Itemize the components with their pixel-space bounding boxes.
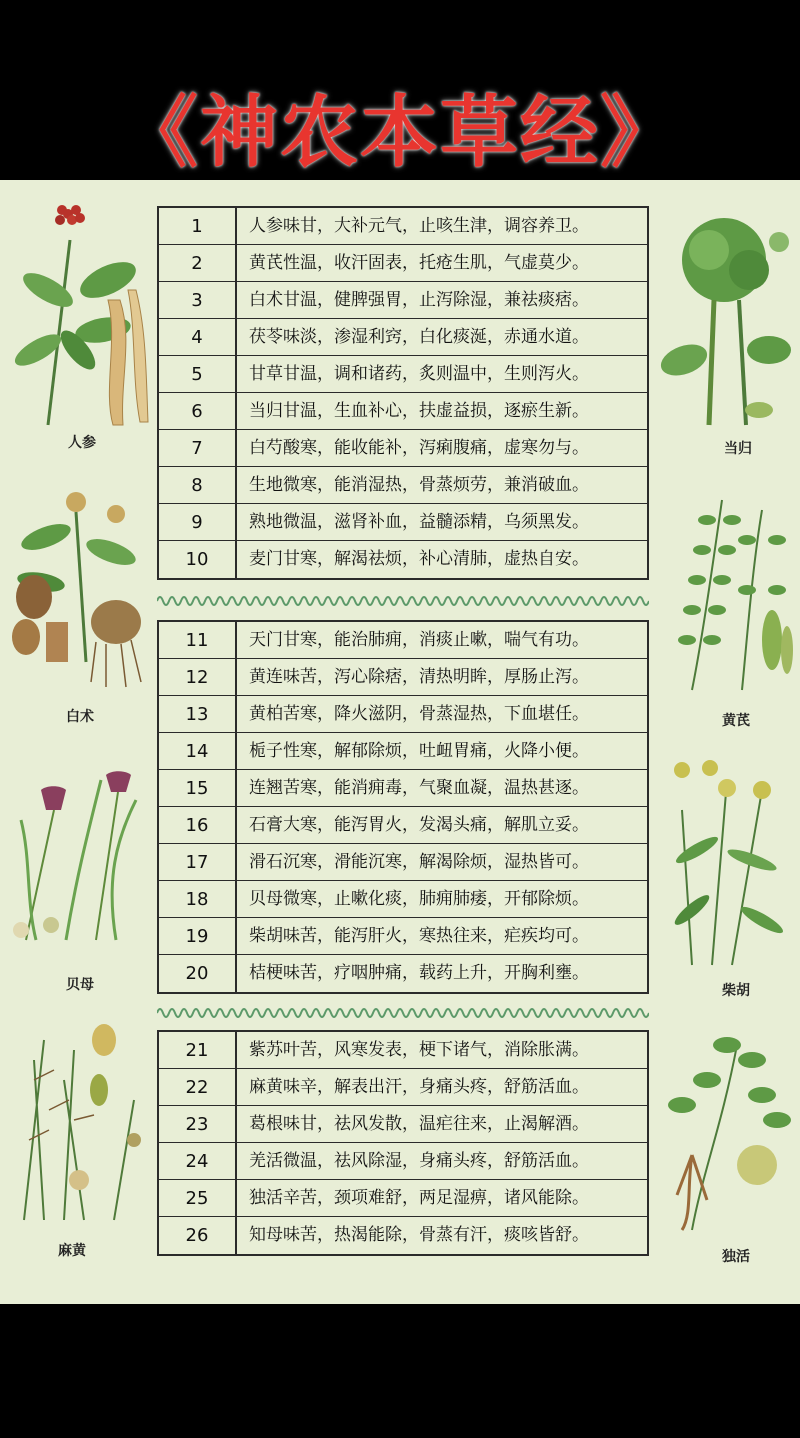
row-number: 23 — [159, 1106, 237, 1142]
verse-text: 滑石沉寒，滑能沉寒，解渴除烦，湿热皆可。 — [249, 852, 589, 872]
danggui-illustration-icon — [654, 210, 800, 430]
table-row — [159, 659, 647, 696]
verse-text: 柴胡味苦，能泻肝火，寒热往来，疟疾均可。 — [249, 926, 589, 946]
row-number: 15 — [159, 770, 237, 806]
table-row — [159, 467, 647, 504]
table-row — [159, 955, 647, 992]
beimu-illustration-icon — [6, 760, 154, 950]
verse-text: 贝母微寒，止嗽化痰，肺痈肺痿，开郁除烦。 — [249, 889, 589, 909]
ornament-divider-1 — [157, 590, 649, 612]
table-row — [159, 1217, 647, 1254]
row-number: 9 — [159, 504, 237, 540]
verse-text: 白芍酸寒，能收能补，泻痢腹痛，虚寒勿与。 — [249, 438, 589, 458]
plant-label-duhuo: 独活 — [722, 1249, 750, 1265]
table-row — [159, 1032, 647, 1069]
row-number: 7 — [159, 430, 237, 466]
row-number: 6 — [159, 393, 237, 429]
row-number: 25 — [159, 1180, 237, 1216]
verse-text: 连翘苦寒，能消痈毒，气聚血凝，温热甚逐。 — [249, 778, 589, 798]
verse-text: 生地微寒，能消湿热，骨蒸烦劳，兼消破血。 — [249, 475, 589, 495]
row-number: 14 — [159, 733, 237, 769]
verse-text: 葛根味甘，祛风发散，温疟往来，止渴解酒。 — [249, 1114, 589, 1134]
baizhu-illustration-icon — [6, 482, 154, 692]
content-panel — [0, 180, 800, 1304]
verse-text: 石膏大寒，能泻胃火，发渴头痛，解肌立妥。 — [249, 815, 589, 835]
table-row — [159, 319, 647, 356]
verse-text: 羌活微温，祛风除湿，身痛头疼，舒筋活血。 — [249, 1151, 589, 1171]
duhuo-illustration-icon — [652, 1025, 800, 1235]
verse-text: 白术甘温，健脾强胃，止泻除湿，兼祛痰痞。 — [249, 290, 589, 310]
ornament-divider-2 — [157, 1002, 649, 1024]
table-row — [159, 1069, 647, 1106]
plant-label-renshen: 人参 — [68, 435, 96, 451]
plant-label-danggui: 当归 — [724, 441, 752, 457]
verse-text: 熟地微温，滋肾补血，益髓添精，乌须黑发。 — [249, 512, 589, 532]
plant-label-chaihu: 柴胡 — [722, 983, 750, 999]
row-number: 3 — [159, 282, 237, 318]
row-number: 8 — [159, 467, 237, 503]
row-number: 2 — [159, 245, 237, 281]
table-row — [159, 770, 647, 807]
row-number: 1 — [159, 208, 237, 244]
mahuang-illustration-icon — [4, 1020, 152, 1230]
row-number: 5 — [159, 356, 237, 392]
table-row — [159, 1180, 647, 1217]
row-number: 20 — [159, 955, 237, 992]
row-number: 10 — [159, 541, 237, 578]
row-number: 16 — [159, 807, 237, 843]
table-row — [159, 245, 647, 282]
page-title: 《神农本草经》 — [119, 88, 680, 178]
table-row — [159, 1106, 647, 1143]
row-number: 24 — [159, 1143, 237, 1179]
row-number: 18 — [159, 881, 237, 917]
verse-text: 人参味甘，大补元气，止咳生津，调容养卫。 — [249, 216, 589, 236]
verse-text: 当归甘温，生血补心，扶虚益损，逐瘀生新。 — [249, 401, 589, 421]
table-row — [159, 208, 647, 245]
verse-text: 知母味苦，热渴能除，骨蒸有汗，痰咳皆舒。 — [249, 1225, 589, 1245]
table-row — [159, 1143, 647, 1180]
verse-text: 天门甘寒，能治肺痈，消痰止嗽，喘气有功。 — [249, 630, 589, 650]
row-number: 4 — [159, 319, 237, 355]
verse-text: 茯苓味淡，渗湿利窍，白化痰涎，赤通水道。 — [249, 327, 589, 347]
verse-text: 栀子性寒，解郁除烦，吐衄胃痛，火降小便。 — [249, 741, 589, 761]
plant-label-beimu: 贝母 — [66, 977, 94, 993]
herb-table-1 — [157, 206, 649, 580]
chaihu-illustration-icon — [652, 760, 800, 970]
verse-text: 桔梗味苦，疗咽肿痛，载药上升，开胸利壅。 — [249, 963, 589, 983]
verse-text: 麻黄味辛，解表出汗，身痛头疼，舒筋活血。 — [249, 1077, 589, 1097]
plant-label-baizhu: 白术 — [66, 709, 94, 725]
table-row — [159, 541, 647, 578]
row-number: 26 — [159, 1217, 237, 1254]
row-number: 21 — [159, 1032, 237, 1068]
verse-text: 麦门甘寒，解渴祛烦，补心清肺，虚热自安。 — [249, 549, 589, 569]
verse-text: 黄芪性温，收汗固表，托疮生肌，气虚莫少。 — [249, 253, 589, 273]
verse-text: 甘草甘温，调和诸药，炙则温中，生则泻火。 — [249, 364, 589, 384]
table-row — [159, 356, 647, 393]
plant-label-mahuang: 麻黄 — [58, 1243, 86, 1259]
table-row — [159, 844, 647, 881]
table-row — [159, 622, 647, 659]
table-row — [159, 733, 647, 770]
herb-table-3 — [157, 1030, 649, 1256]
verse-text: 紫苏叶苦，风寒发表，梗下诸气，消除胀满。 — [249, 1040, 589, 1060]
row-number: 17 — [159, 844, 237, 880]
plant-label-huangqi: 黄芪 — [722, 713, 750, 729]
herb-table-2 — [157, 620, 649, 994]
table-row — [159, 918, 647, 955]
table-row — [159, 393, 647, 430]
verse-text: 黄连味苦，泻心除痞，清热明眸，厚肠止泻。 — [249, 667, 589, 687]
huangqi-illustration-icon — [652, 490, 800, 700]
row-number: 11 — [159, 622, 237, 658]
row-number: 19 — [159, 918, 237, 954]
row-number: 22 — [159, 1069, 237, 1105]
table-row — [159, 807, 647, 844]
table-row — [159, 881, 647, 918]
verse-text: 黄柏苦寒，降火滋阴，骨蒸湿热，下血堪任。 — [249, 704, 589, 724]
table-row — [159, 504, 647, 541]
row-number: 13 — [159, 696, 237, 732]
row-number: 12 — [159, 659, 237, 695]
table-row — [159, 430, 647, 467]
table-row — [159, 282, 647, 319]
verse-text: 独活辛苦，颈项难舒，两足湿痹，诸风能除。 — [249, 1188, 589, 1208]
table-row — [159, 696, 647, 733]
ginseng-illustration-icon — [8, 200, 156, 430]
